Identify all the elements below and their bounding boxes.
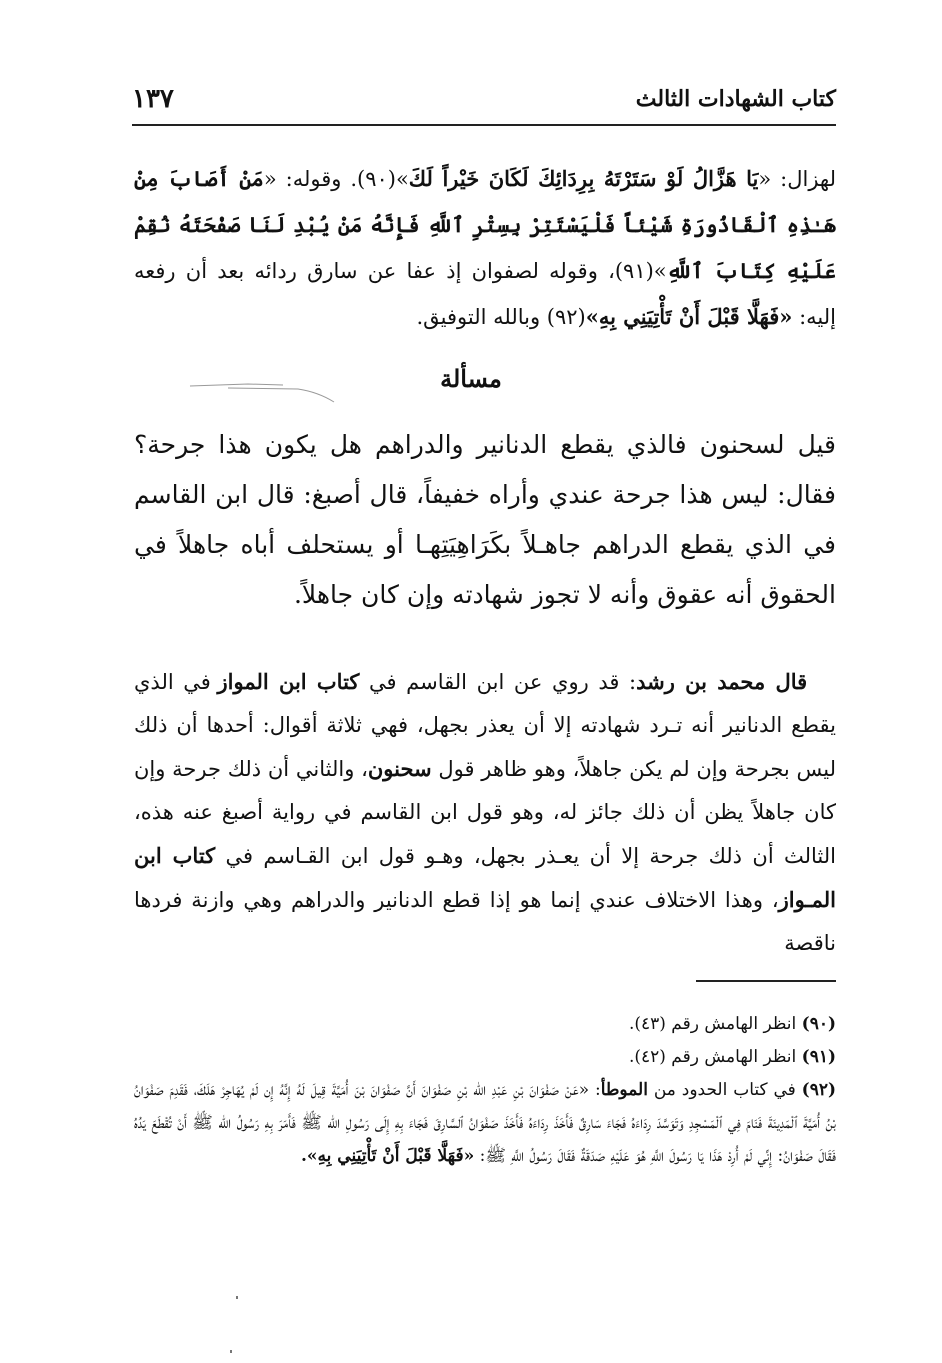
footnote-92 bbox=[134, 1074, 836, 1173]
footnote-rule bbox=[696, 980, 836, 982]
hadith-quote-1: يَا هَزَّالُ لَوْ سَتَرْتَهُ بِرِدَائِكَ لَكَانَ خَيْراً لَكَ bbox=[408, 166, 759, 191]
section-title: مسألة bbox=[440, 364, 502, 393]
footnote-text: انظر الهامش رقم (٤٣). bbox=[628, 1014, 802, 1034]
footnote-number: (٩١) bbox=[801, 1047, 836, 1067]
footnote-lead: في كتاب الحدود من bbox=[647, 1080, 802, 1100]
footnotes bbox=[134, 1008, 836, 1173]
page-number: ١٣٧ bbox=[132, 84, 174, 114]
answer-lead: قال محمد بن رشد bbox=[636, 669, 808, 694]
person-name: سحنون bbox=[367, 756, 432, 781]
footnote-number: (٩٠) bbox=[801, 1014, 836, 1034]
running-head: كتاب الشهادات الثالث bbox=[635, 86, 836, 112]
footnote-number: (٩٢) bbox=[801, 1080, 836, 1100]
answer-text-3: ، والثاني أن ذلك جرحة وإن كان جاهلاً يظن أن ذلك جائز له، وهو قول ابن القاسم في رواية أصبغ عنه هذه، الثالث أن ذلك جرحة إلا أن يعـذر بجهل، وهـو قول ابن القـاسم في bbox=[134, 757, 836, 868]
intro-text-2: »(٩٠). وقوله: « bbox=[263, 167, 409, 191]
book-reference-2: كتاب ابن المـواز bbox=[134, 843, 836, 912]
footnote-quote: «فَهَلَّا قَبْلَ أَنْ تَأْتِيَنِي بِهِ». bbox=[301, 1146, 475, 1166]
intro-paragraph bbox=[134, 156, 836, 340]
scan-speck bbox=[236, 1296, 238, 1299]
hadith-quote-3: «فَهَلَّا قَبْلَ أَنْ تَأْتِيَنِي بِهِ» bbox=[585, 304, 793, 329]
footnote-90 bbox=[134, 1008, 836, 1041]
answer-paragraph bbox=[134, 660, 836, 965]
answer-text-2: في الذي يقطع الدنانير أنه تـرد شهادته إلا أن يعذر بجهل، فهي ثلاثة أقوال: أحدها أن ذلك ليس بجرحة وإن لم يكن جاهلاً، وهو ظاهر قول bbox=[134, 670, 836, 781]
intro-text-4: (٩٢) وبالله التوفيق. bbox=[416, 305, 586, 329]
footnote-source: الموطأ bbox=[600, 1080, 648, 1100]
scan-speck bbox=[230, 1350, 232, 1353]
intro-text-1: لهزال: « bbox=[758, 167, 836, 191]
hadith-quote-2: مَنْ أَصَابَ مِنْ هَـٰذِهِ ٱلْقَاذُورَةِ شَيْئاً فَلْيَسْتَتِرْ بِسِتْرِ ٱللَّهِ فَإِنَّهُ مَنْ يُبْدِ لَنَا صَفْحَتَهُ نُقِمْ عَلَيْهِ كِتَابَ ٱللَّهِ bbox=[134, 166, 837, 283]
book-reference-1: كتاب ابن المواز bbox=[217, 669, 360, 694]
footnote-91 bbox=[134, 1041, 836, 1074]
header-rule bbox=[132, 124, 836, 126]
answer-text-1: : قد روي عن ابن القاسم في bbox=[359, 670, 637, 694]
answer-text-4: ، وهذا الاختلاف عندي إنما هو إذا قطع الدنانير والدراهم وهي وازنة فردها ناقصة bbox=[134, 888, 836, 955]
footnote-text: : «عَنْ صَفْوَانَ بْنِ عَبْدِ الله بْنِ صَفْوَانَ أَنَّ صَفْوَانَ بْنَ أُمَيَّةَ قِيلَ لَهُ إِنَّهُ إِن لَمْ يُهَاجِرْ هَلَكَ، فَقَدِمَ صَفْوَانُ بْنُ أُمَيَّةَ ٱلْمَدِينَةَ فَنَامَ فِي ٱلْمَسْجِدِ وَتَوَسَّدَ رِدَاءَهُ فَجَاءَ سَارِقٌ فَأَخَذَ رِدَاءَهُ فَأَخَذَ صَفْوَانُ ٱلسَّارِقَ فَجَاءَ بِهِ إِلَى رَسُولِ الله ﷺ فَأَمَرَ بِهِ رَسُولُ الله ﷺ أَنْ تُقْطَعَ يَدُهُ فَقَالَ صَفْوَانُ: إِنِّي لَمْ أُرِدْ هَذَا يَا رَسُولَ اللَّهِ هُوَ عَلَيْهِ صَدَقَةٌ فَقَالَ رَسُولُ اللَّهِ ﷺ: bbox=[134, 1080, 836, 1166]
page-header bbox=[132, 84, 836, 124]
intro-text-3: »(٩١)، وقوله لصفوان إذ عفا عن سارق ردائه بعد أن رفعه إليه: bbox=[134, 259, 836, 329]
footnote-text: انظر الهامش رقم (٤٢). bbox=[628, 1047, 802, 1067]
question-paragraph: قيل لسحنون فالذي يقطع الدنانير والدراهم هل يكون هذا جرحة؟ فقال: ليس هذا جرحة عندي وأراه خفيفاً، قال أصبغ: قال ابن القاسم في الذي يقطع الدراهم جاهـلاً بكَرَاهِيَتِهـا أو يستحلف أباه جاهلاً في الحقوق أنه عقوق وأنه لا تجوز شهادته وإن كان جاهلاً. bbox=[134, 430, 836, 609]
ornament-squiggle bbox=[188, 380, 338, 406]
